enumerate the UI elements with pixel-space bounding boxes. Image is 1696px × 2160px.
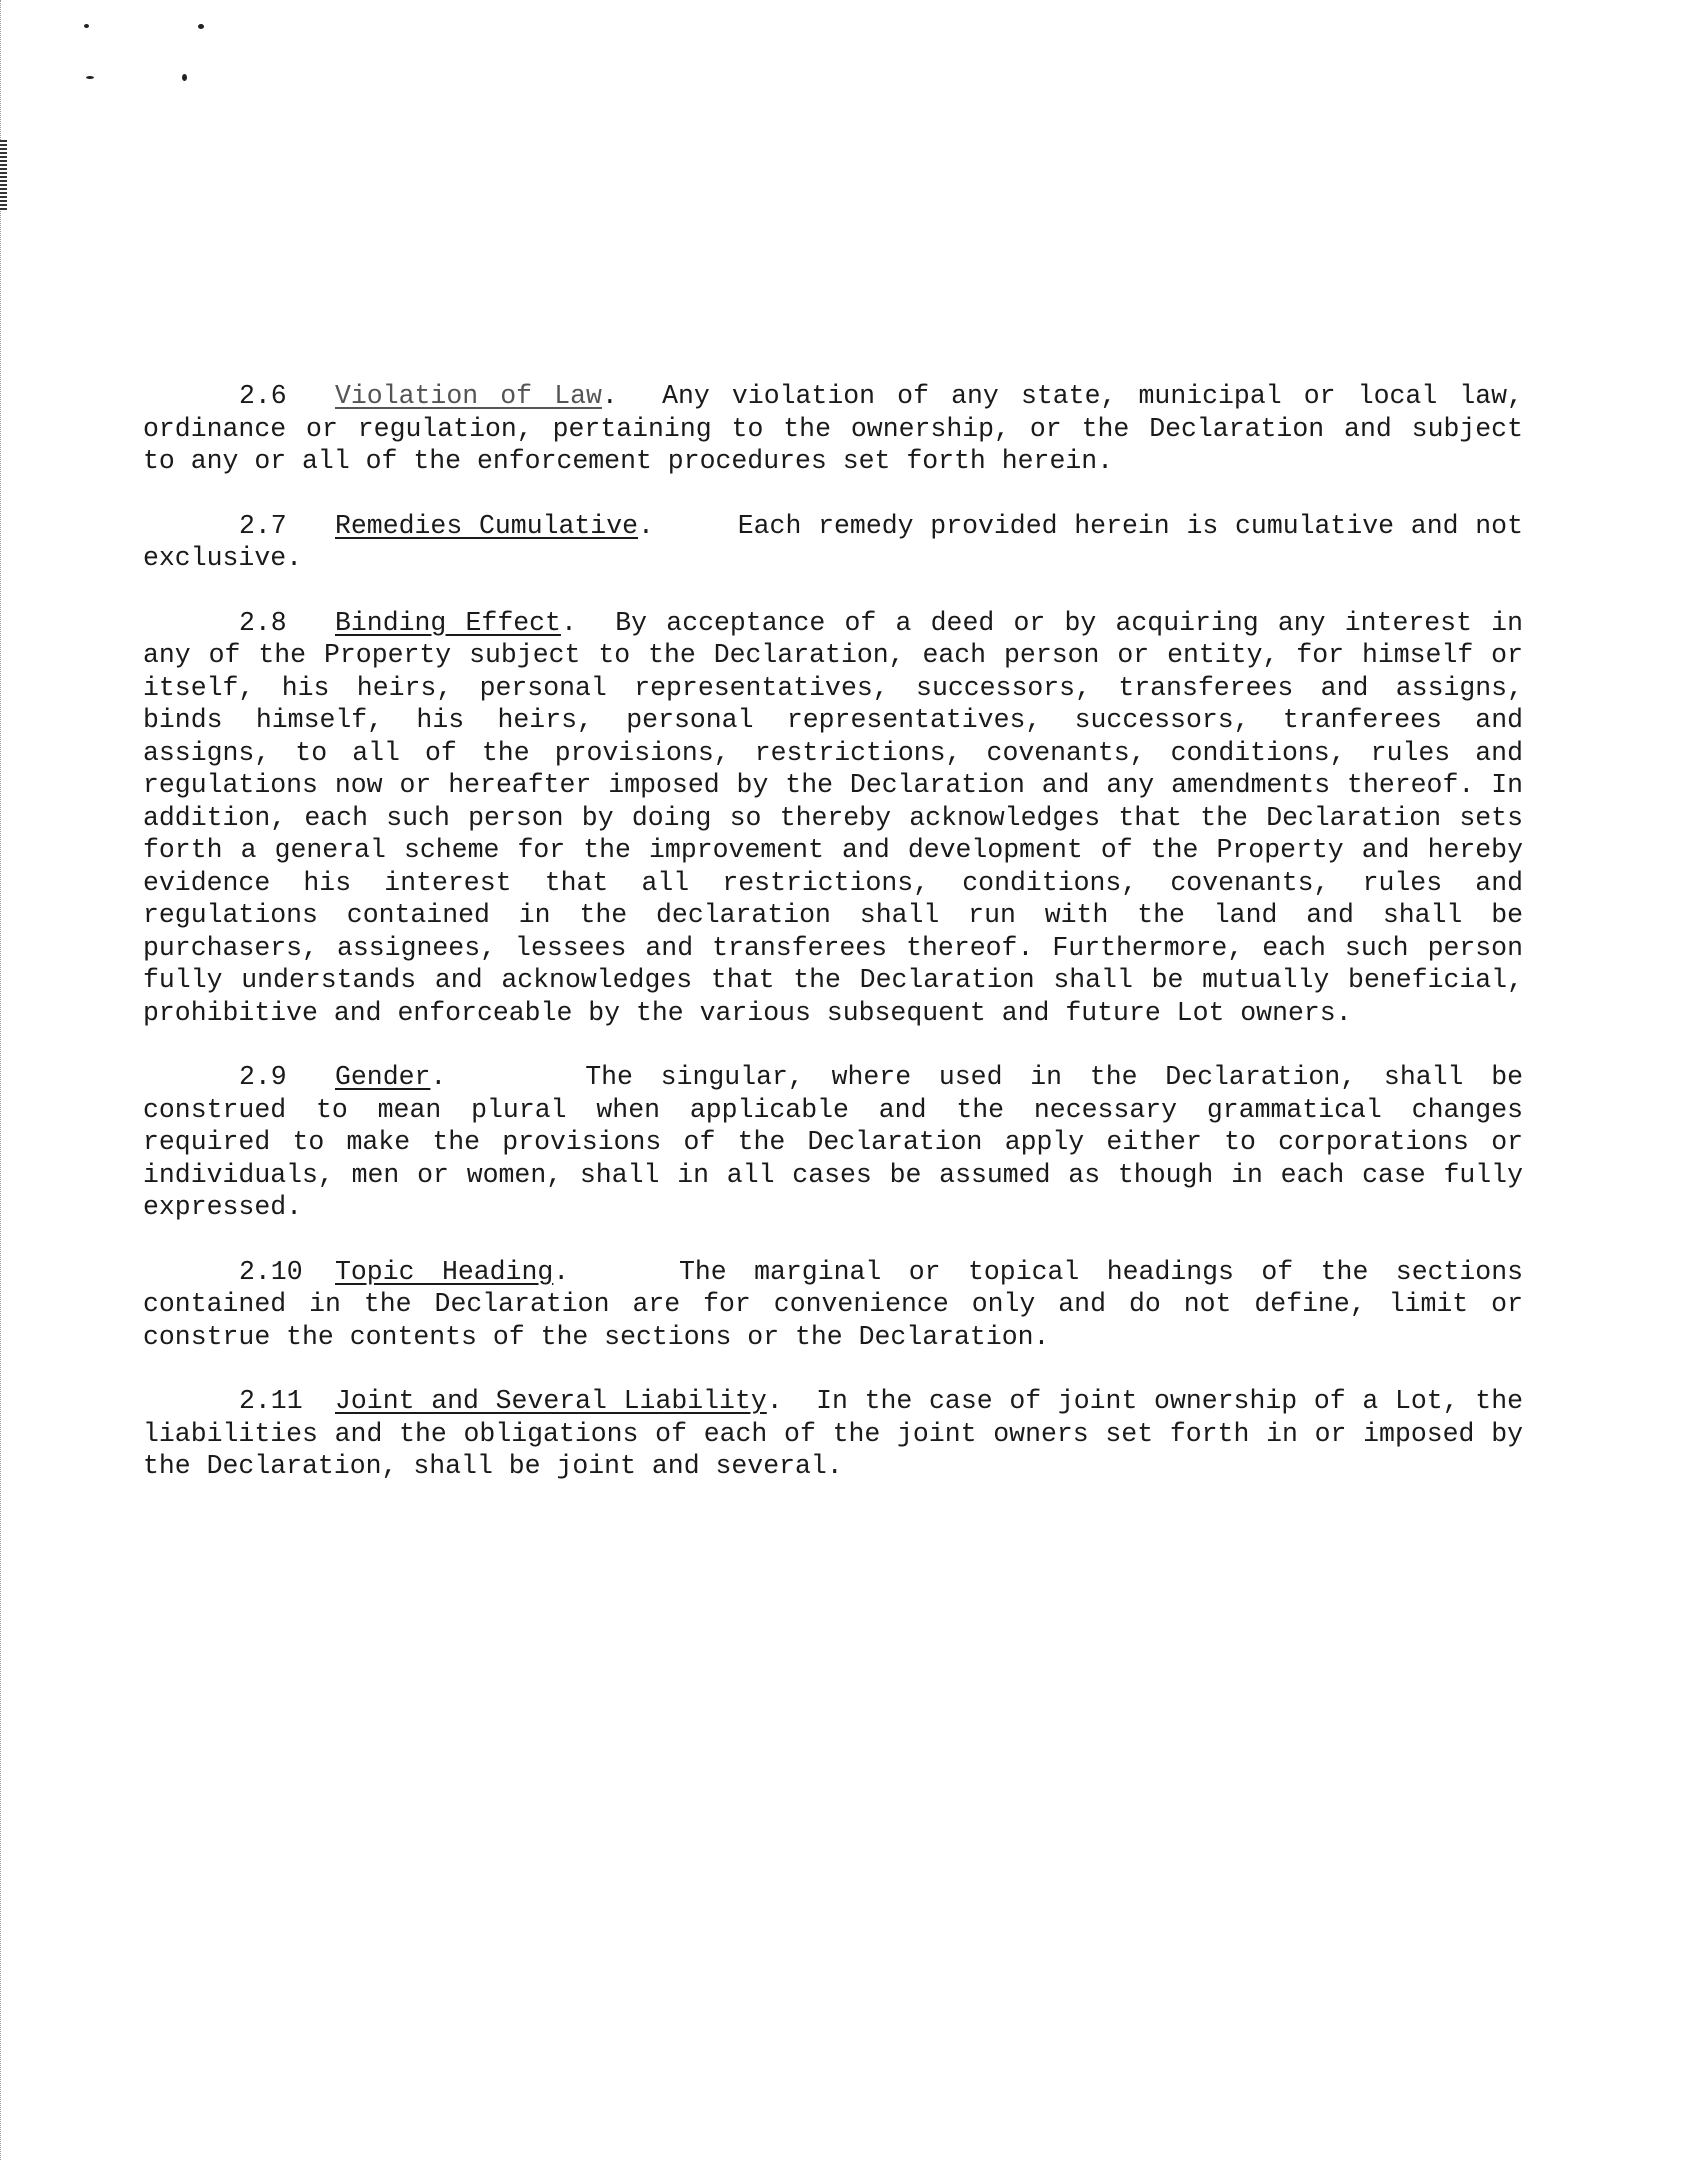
section-number: 2.6	[239, 381, 287, 411]
section-text: By acceptance of a deed or by acquiring any interest in any of the Property subject to the Declaration, each person or entity, for himself or itself, his heirs, personal representatives, successors, transferees and assigns, binds himself, his heirs, personal representatives, successors, tranferees and assigns, to all of the provisions, restrictions, covenants, conditions, rules and regulations now or hereafter imposed by the Declaration and any amendments thereof. In addition, each such person by doing so thereby acknowledges that the Declaration sets forth a general scheme for the improvement and development of the Property and hereby evidence his interest that all restrictions, conditions, covenants, rules and regulations contained in the declaration shall run with the land and shall be purchasers, assignees, lessees and transferees thereof. Furthermore, each such person fully understands and acknowledges that the Declaration shall be mutually beneficial, prohibitive and enforceable by the various subsequent and future Lot owners.	[143, 607, 1523, 1028]
binding-mark	[0, 140, 7, 210]
section-2-8: 2.8 Binding Effect. By acceptance of a deed or by acquiring any interest in any of the Property subject to the Declaration, each person or entity, for himself or itself, his heirs, personal representatives, successors, transferees and assigns, binds himself, his heirs, personal representatives, successors, tranferees and assigns, to all of the provisions, restrictions, covenants, conditions, rules and regulations now or hereafter imposed by the Declaration and any amendments thereof. In addition, each such person by doing so thereby acknowledges that the Declaration sets forth a general scheme for the improvement and development of the Property and hereby evidence his interest that all restrictions, conditions, covenants, rules and regulations contained in the declaration shall run with the land and shall be purchasers, assignees, lessees and transferees thereof. Furthermore, each such person fully understands and acknowledges that the Declaration shall be mutually beneficial, prohibitive and enforceable by the various subsequent and future Lot owners.	[143, 607, 1523, 1028]
section-heading: Remedies Cumulative	[335, 510, 639, 541]
section-number: 2.8	[239, 607, 287, 638]
section-text: In the case of joint ownership of a Lot, the liabilities and the obligations of each of the joint owners set forth in or imposed by the Declaration, shall be joint and several.	[143, 1386, 1523, 1481]
section-2-9: 2.9 Gender. The singular, where used in the Declaration, shall be construed to mean plural when applicable and the necessary grammatical changes required to make the provisions of the Declaration apply either to corporations or individuals, men or women, shall in all cases be assumed as though in each case fully expressed.	[143, 1062, 1524, 1222]
section-2-7: 2.7 Remedies Cumulative. Each remedy provided herein is cumulative and not exclusive.	[143, 510, 1523, 573]
section-heading: Joint and Several Liability	[335, 1386, 767, 1416]
section-text: The singular, where used in the Declaration, shall be construed to mean plural when applicable and the necessary grammatical changes required to make the provisions of the Declaration apply either to corporations or individuals, men or women, shall in all cases be assumed as though in each case fully expressed.	[143, 1062, 1524, 1222]
section-number: 2.7	[239, 510, 287, 541]
scan-edge	[0, 0, 4, 2160]
section-text: Each remedy provided herein is cumulative and not exclusive.	[143, 510, 1523, 573]
section-number: 2.11	[239, 1386, 303, 1416]
section-heading: Topic Heading	[335, 1256, 554, 1287]
scan-speck	[86, 76, 94, 79]
section-heading: Gender	[335, 1062, 431, 1092]
scan-speck	[198, 24, 204, 29]
section-text: The marginal or topical headings of the sections contained in the Declaration are for convenience only and do not define, limit or construe the contents of the sections or the Declaration.	[143, 1256, 1524, 1352]
section-number: 2.9	[239, 1062, 287, 1092]
section-2-11: 2.11 Joint and Several Liability. In the case of joint ownership of a Lot, the liabilities and the obligations of each of the joint owners set forth in or imposed by the Declaration, shall be joint and several.	[143, 1386, 1523, 1481]
section-number: 2.10	[239, 1256, 303, 1287]
section-heading: Binding Effect	[335, 607, 561, 638]
section-text: Any violation of any state, municipal or local law, ordinance or regulation, pertaining to the ownership, or the Declaration and subject to any or all of the enforcement procedures set forth herein.	[143, 381, 1523, 476]
section-heading: Violation of Law	[335, 381, 602, 411]
scan-speck	[84, 24, 89, 28]
document-body	[143, 380, 1523, 1515]
scan-speck	[182, 74, 187, 81]
section-2-10: 2.10 Topic Heading. The marginal or topical headings of the sections contained in the Declaration are for convenience only and do not define, limit or construe the contents of the sections or the Declaration.	[143, 1256, 1524, 1352]
section-2-6: 2.6 Violation of Law. Any violation of any state, municipal or local law, ordinance or regulation, pertaining to the ownership, or the Declaration and subject to any or all of the enforcement procedures set forth herein.	[143, 381, 1523, 476]
